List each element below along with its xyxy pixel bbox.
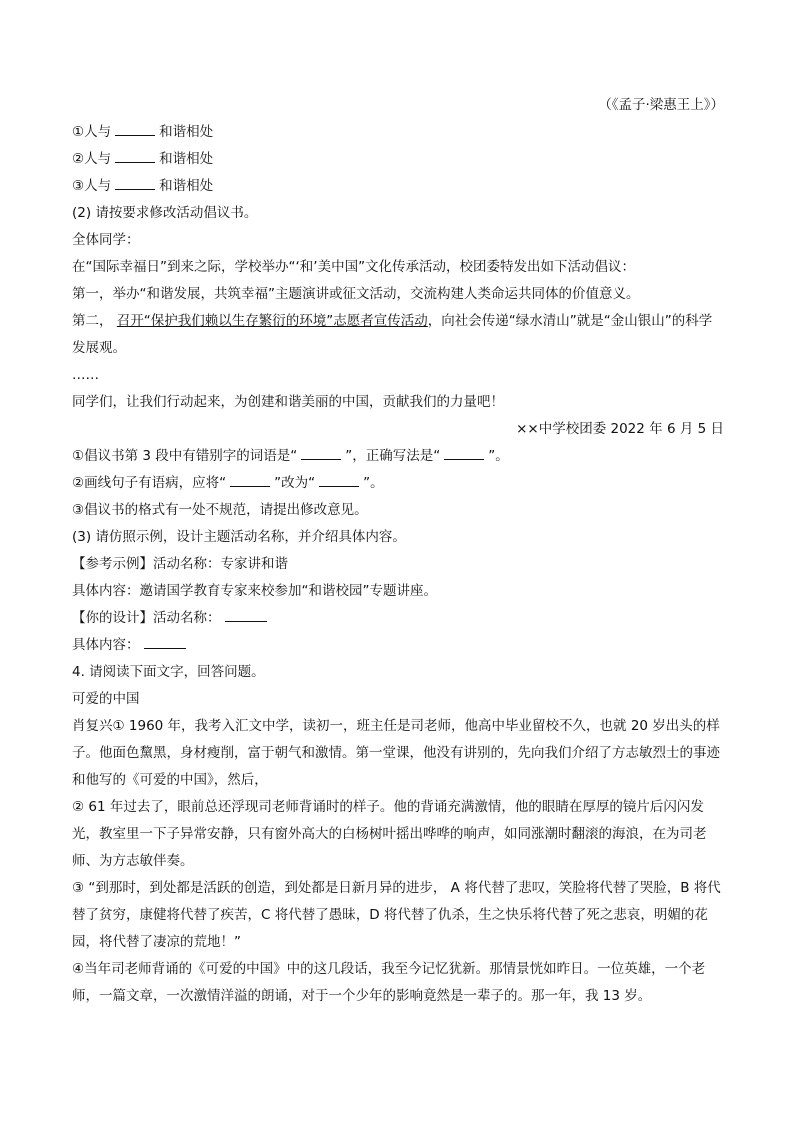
letter-signature: ××中学校团委 2022 年 6 月 5 日: [516, 421, 724, 437]
article-paragraph-2: ② 61 年过去了，眼前总还浮现司老师背诵时的样子。他的背诵充满激情，他的眼睛在厚厚的镜片后闪闪发光，教室里一下子异常安静，只有窗外高大的白杨树叶摇出哗哗的响声，如同涨潮时翻滚的海浪，在为司老师、为方志敏伴奏。: [72, 799, 707, 869]
underlined-sentence: 召开“保护我们赖以生存繁衍的环境”志愿者宣传活动: [116, 313, 428, 329]
answer-blank[interactable]: [225, 607, 267, 622]
source-citation: （《孟子·梁惠王上》）: [598, 97, 724, 113]
answer-blank[interactable]: [115, 121, 155, 136]
article-paragraph-1: 肖复兴① 1960 年，我考入汇文中学，读初一，班主任是司老师，他高中毕业留校不久，也就 20 岁出头的样子。他面色黧黑，身材瘦削，富于朝气和激情。第一堂课，他没有讲别的，先向我们介绍了方志敏烈士的事迹和他写的《可爱的中国》，然后，: [72, 718, 720, 788]
harmony-item-2: ②人与 和谐相处: [72, 146, 724, 173]
letter-salutation: 全体同学：: [72, 232, 140, 248]
question-2-item-b: ②画线句子有语病，应将“ ”改为“ ”。: [72, 470, 724, 497]
your-activity-content: 具体内容：: [72, 632, 724, 659]
answer-blank[interactable]: [115, 148, 155, 163]
letter-ellipsis: ……: [72, 367, 99, 383]
question-4-title: 4. 请阅读下面文字，回答问题。: [72, 664, 265, 680]
answer-blank[interactable]: [144, 634, 186, 649]
question-3-title: (3) 请仿照示例，设计主题活动名称，并介绍具体内容。: [72, 529, 406, 545]
question-2-title: (2) 请按要求修改活动倡议书。: [72, 205, 258, 221]
question-2-item-c: ③倡议书的格式有一处不规范，请提出修改意见。: [72, 502, 368, 518]
letter-paragraph-1: 在“国际幸福日”到来之际，学校举办“‘和’美中国”文化传承活动，校团委特发出如下活动倡议：: [72, 259, 636, 275]
example-activity-content: 具体内容：邀请国学教育专家来校参加“和谐校园”专题讲座。: [72, 583, 437, 599]
answer-blank[interactable]: [230, 472, 270, 487]
article-paragraph-4: ④当年司老师背诵的《可爱的中国》中的这几段话，我至今记忆犹新。那情景恍如昨日。一位英雄，一个老师，一篇文章，一次激情洋溢的朗诵，对于一个少年的影响竟然是一辈子的。那一年，我 13 岁。: [72, 961, 706, 1004]
answer-blank[interactable]: [444, 445, 484, 460]
letter-paragraph-3: 第二， 召开“保护我们赖以生存繁衍的环境”志愿者宣传活动，向社会传递“绿水清山”就是“金山银山”的科学发展观。: [72, 313, 713, 356]
answer-blank[interactable]: [319, 472, 359, 487]
document-page: [72, 92, 724, 1010]
example-activity-name: 【参考示例】活动名称：专家讲和谐: [72, 556, 288, 572]
letter-closing: 同学们，让我们行动起来，为创建和谐美丽的中国，贡献我们的力量吧！: [72, 394, 504, 410]
your-activity-name: 【你的设计】活动名称：: [72, 605, 724, 632]
answer-blank[interactable]: [115, 175, 155, 190]
answer-blank[interactable]: [301, 445, 341, 460]
article-paragraph-3: ③ “到那时，到处都是活跃的创造，到处都是日新月异的进步， A 将代替了悲叹，笑脸将代替了哭脸，B 将代替了贫穷，康健将代替了疾苦，C 将代替了愚昧，D 将代替了仇杀，生之快乐将代替了死之悲哀，明媚的花园，将代替了凄凉的荒地！”: [72, 880, 721, 950]
letter-paragraph-2: 第一，举办“和谐发展，共筑幸福”主题演讲或征文活动，交流构建人类命运共同体的价值意义。: [72, 286, 640, 302]
harmony-item-3: ③人与 和谐相处: [72, 173, 724, 200]
harmony-item-1: ①人与 和谐相处: [72, 119, 724, 146]
article-title: 可爱的中国: [72, 691, 140, 707]
question-2-item-a: ①倡议书第 3 段中有错别字的词语是“ ”，正确写法是“ ”。: [72, 443, 724, 470]
